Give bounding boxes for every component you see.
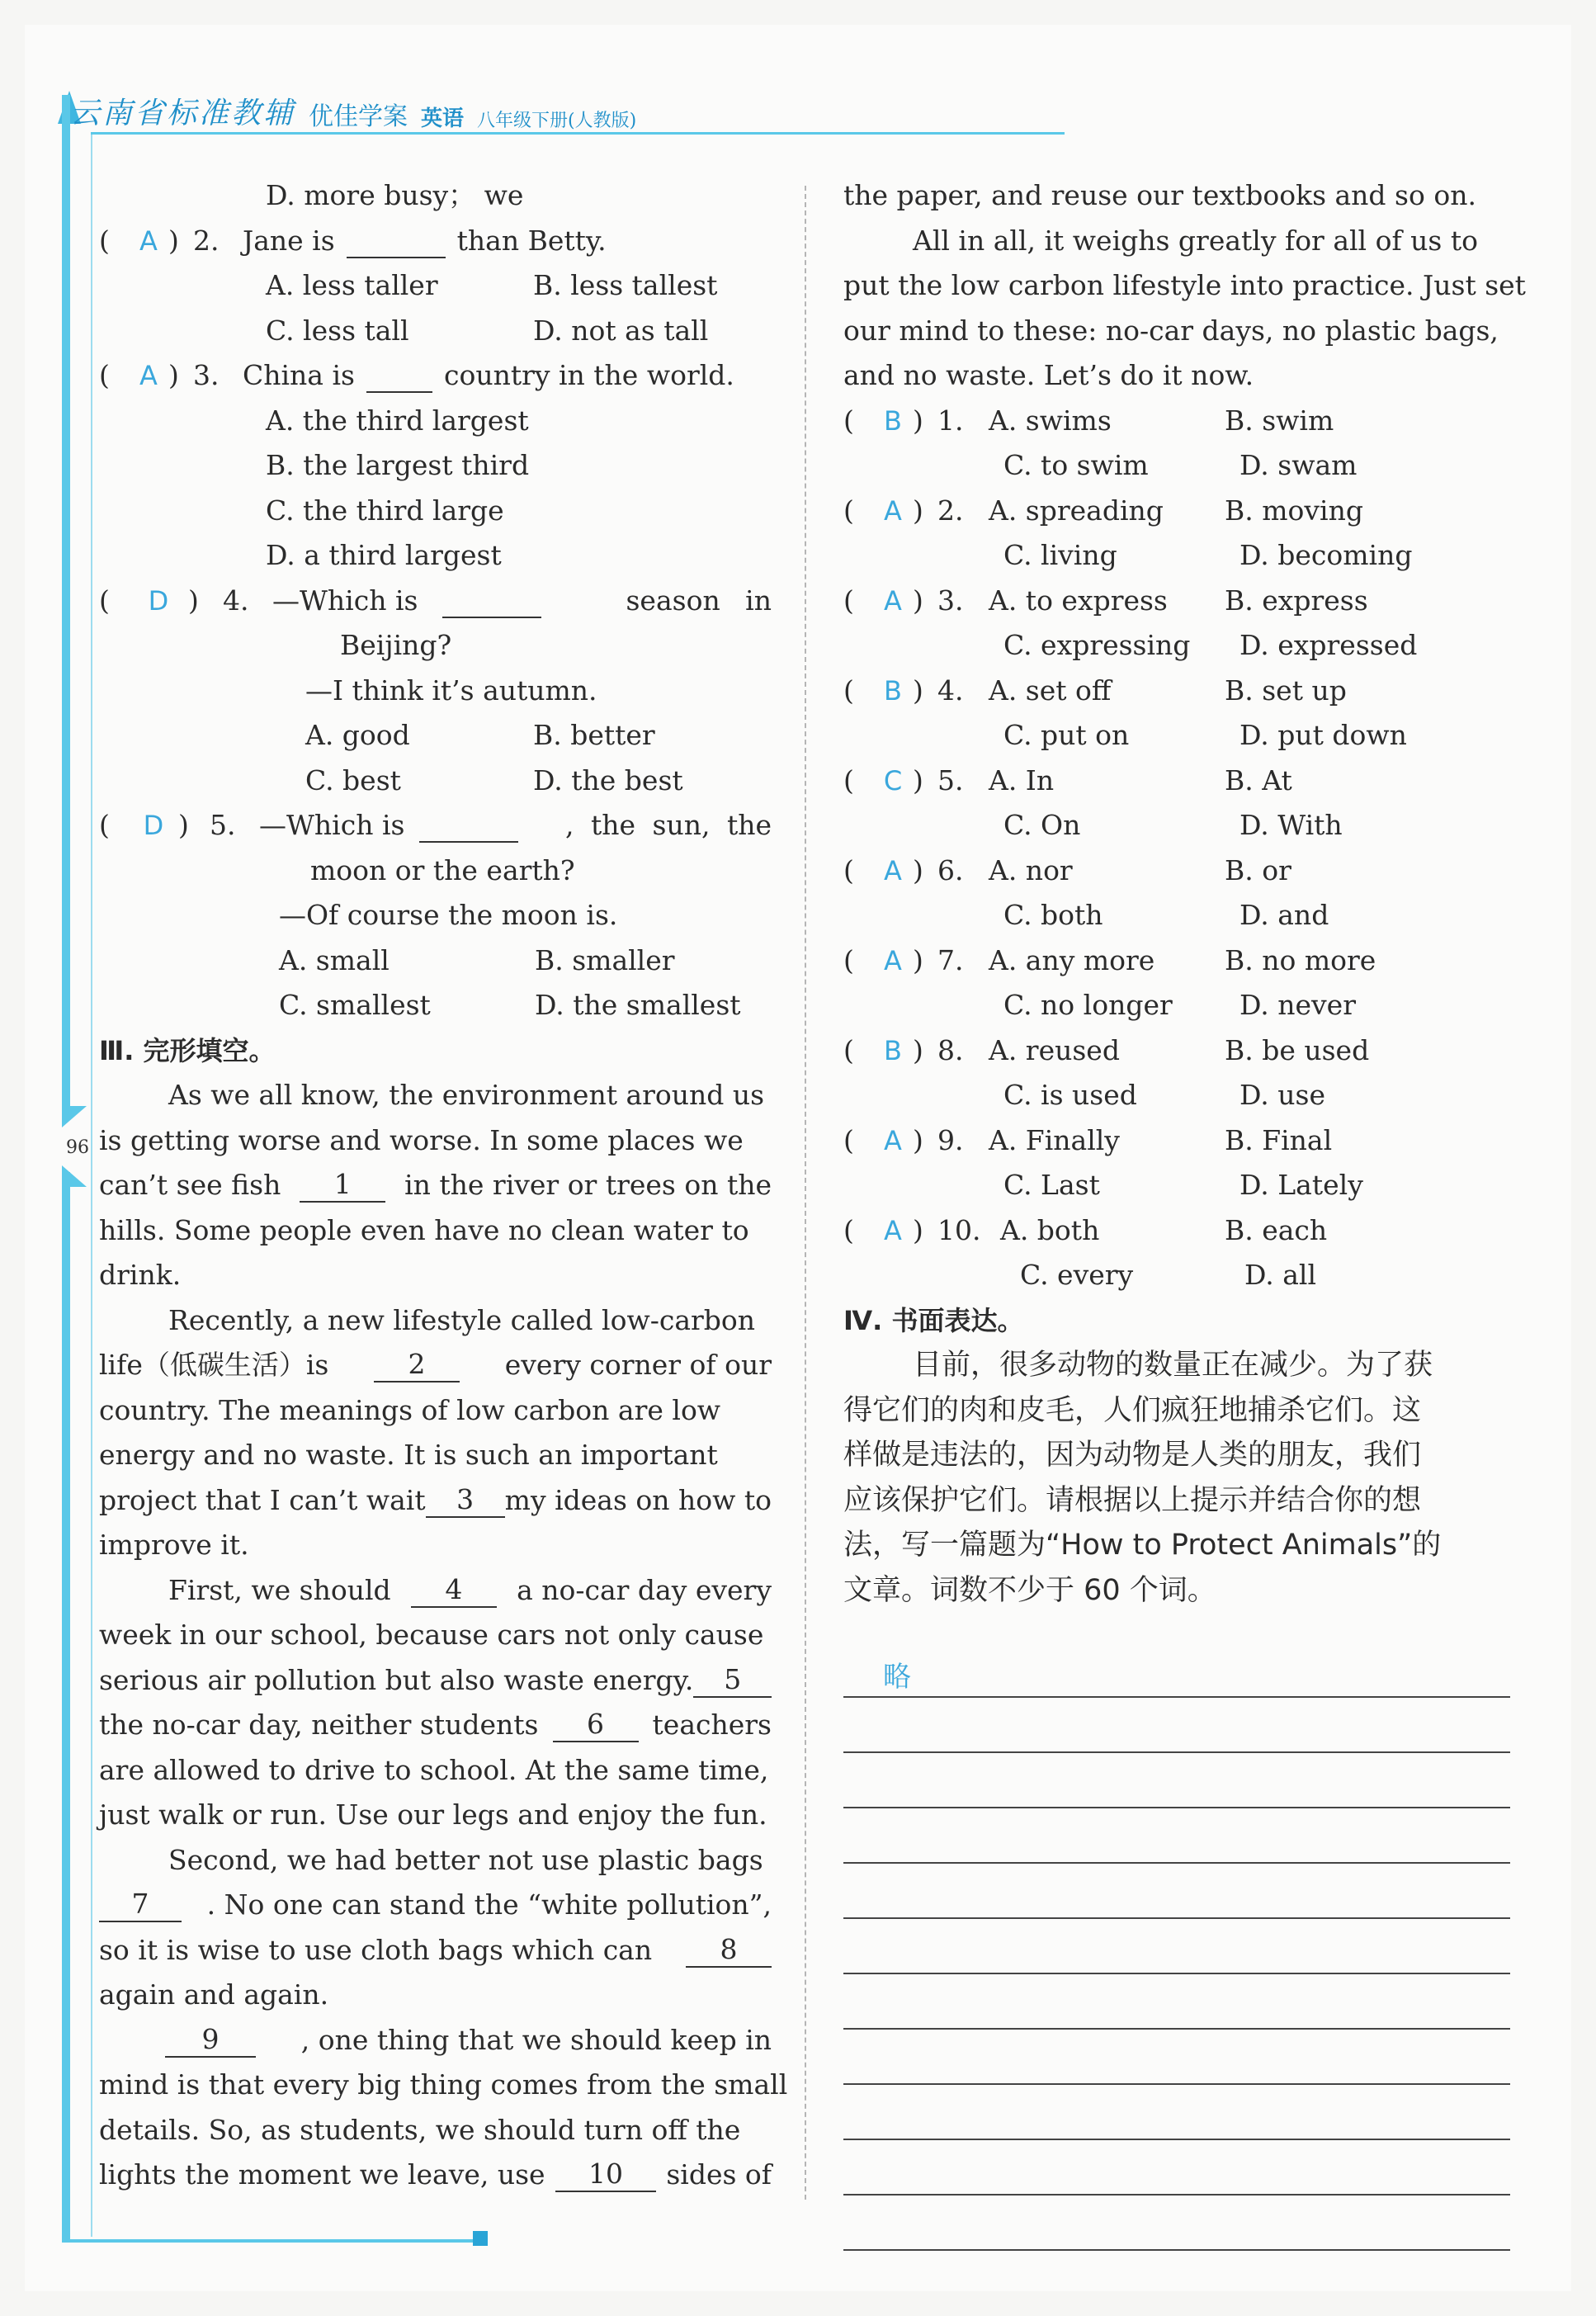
answer-mark: A [139, 360, 158, 391]
writing-line[interactable] [843, 1808, 1510, 1864]
text: teachers [652, 1709, 772, 1741]
paragraph-line [99, 1343, 772, 1388]
section-heading: Ⅲ. 完形填空。 [99, 1034, 276, 1066]
cloze-question: ( A ) 9. A. Finally B. Final [843, 1118, 1510, 1164]
question-number: 9. [937, 1123, 964, 1156]
options-row [99, 713, 772, 759]
writing-line[interactable] [843, 1642, 1510, 1698]
option: D. With [1239, 809, 1343, 841]
header-brand: 云南省标准教辅 [70, 97, 296, 130]
page-number: 96 [66, 1137, 89, 1158]
answer-mark: B [884, 404, 902, 437]
paragraph-line: country. The meanings of low carbon are low [99, 1393, 721, 1426]
paragraph-line: our mind to these: no-car days, no plastic bags, [843, 314, 1499, 347]
option: C. put on [1003, 719, 1130, 751]
cloze-blank: 5 [693, 1663, 772, 1698]
paragraph-line [99, 1703, 772, 1748]
option: B. set up [1225, 674, 1347, 707]
cloze-blank: 4 [411, 1573, 497, 1608]
question-number: 1. [937, 404, 964, 437]
text: life（低碳生活）is [99, 1349, 329, 1381]
option: B. smaller [535, 943, 675, 976]
footer-line [62, 2239, 476, 2243]
question-stem: —Which is [272, 584, 418, 617]
answer-mark: C [883, 764, 903, 796]
text: the no-car day, neither students [99, 1709, 539, 1741]
question-stem: than Betty. [456, 224, 607, 257]
dialogue-line: —I think it’s autumn. [305, 674, 597, 707]
question-number: 5. [210, 809, 236, 841]
option: B. less tallest [533, 269, 718, 301]
option: B. be used [1225, 1033, 1370, 1066]
paragraph-line: put the low carbon lifestyle into practice. Just set [843, 269, 1526, 301]
option: B. At [1225, 763, 1292, 796]
text: a no-car day every [517, 1573, 772, 1606]
cloze-options-row [843, 713, 1510, 759]
cloze-question: ( B ) 8. A. reused B. be used [843, 1028, 1510, 1074]
option: C. smallest [279, 989, 431, 1021]
paragraph-line: is getting worse and worse. In some places we [99, 1123, 744, 1156]
writing-line[interactable] [843, 1974, 1510, 2030]
question-number: 2. [193, 224, 220, 257]
answer-mark: B [884, 1034, 902, 1066]
cloze-blank: 3 [426, 1483, 505, 1518]
paragraph-line [99, 1658, 772, 1704]
header-rule [91, 132, 1065, 135]
option: C. to swim [1003, 449, 1149, 481]
paragraph-line: As we all know, the environment around us [168, 1079, 765, 1111]
answer-mark: A [884, 944, 902, 976]
writing-lines [843, 1642, 1510, 2251]
option: B. moving [1225, 494, 1363, 527]
option: B. each [1225, 1213, 1328, 1246]
paragraph-line [99, 2018, 772, 2063]
option: B. or [1225, 853, 1291, 886]
answer-blank [419, 808, 518, 843]
cloze-options-row [843, 893, 1510, 938]
cloze-question: ( B ) 4. A. set off B. set up [843, 669, 1510, 714]
text: my ideas on how to [504, 1483, 772, 1516]
paragraph-line: drink. [99, 1259, 182, 1291]
option: C. is used [1003, 1079, 1137, 1111]
question-4: ( D ) 4. —Which is season in [99, 579, 772, 624]
left-margin-line [91, 132, 92, 2237]
question-number: 3. [193, 359, 220, 391]
cloze-question: ( A ) 2. A. spreading B. moving [843, 489, 1510, 534]
option: A. nor [989, 853, 1073, 886]
option: D. not as tall [533, 314, 709, 347]
cloze-blank: 1 [300, 1168, 385, 1203]
option-line: D. more busy； we [266, 179, 524, 211]
question-2: ( A ) 2. Jane is than Betty. [99, 219, 772, 264]
option: B. Final [1225, 1123, 1333, 1156]
option: D. Lately [1239, 1169, 1363, 1201]
text: First, we should [168, 1573, 391, 1606]
answer-blank [347, 224, 446, 258]
dialogue-line: —Of course the moon is. [279, 899, 618, 931]
header-grade: 八年级下册(人教版) [477, 111, 637, 131]
writing-line[interactable] [843, 1864, 1510, 1919]
paragraph-line [99, 1883, 772, 1928]
question-5: ( D ) 5. —Which is , the sun, the [99, 803, 772, 848]
paragraph-line: week in our school, because cars not only cause [99, 1619, 764, 1651]
cloze-blank: 8 [686, 1933, 772, 1968]
paragraph-line [99, 1928, 772, 1973]
text: , one thing that we should keep in [300, 2023, 772, 2056]
option: A. Finally [989, 1123, 1120, 1156]
prompt-line: 法，写一篇题为“How to Protect Animals”的 [843, 1529, 1442, 1562]
option: D. the smallest [535, 989, 741, 1021]
option: A. both [1000, 1213, 1100, 1246]
text: sides of [666, 2158, 772, 2191]
question-number: 3. [937, 584, 964, 617]
paragraph-line: All in all, it weighs greatly for all of us to [913, 224, 1478, 257]
option: D. all [1244, 1259, 1317, 1291]
question-stem: country in the world. [443, 359, 734, 391]
question-number: 6. [937, 853, 964, 886]
question-3: ( A ) 3. China is country in the world. [99, 353, 772, 399]
paragraph-line: improve it. [99, 1529, 249, 1561]
option: C. living [1003, 539, 1117, 571]
writing-line[interactable] [843, 2195, 1510, 2251]
header-subject: 英语 [421, 106, 465, 131]
cloze-question: ( C ) 5. A. In B. At [843, 759, 1510, 804]
answer-mark: A [884, 1124, 902, 1156]
option: D. put down [1239, 719, 1407, 751]
prompt-line: 文章。词数不少于 60 个词。 [843, 1573, 1216, 1607]
option: A. swims [989, 404, 1112, 437]
cloze-options-row [843, 803, 1510, 848]
options-row [99, 759, 772, 804]
answer-omitted: 略 [883, 1661, 911, 1694]
header-series: 优佳学案 [309, 102, 408, 131]
options-row [99, 309, 772, 354]
question-number: 2. [937, 494, 964, 527]
question-stem: , the sun, the [565, 809, 772, 841]
text: every corner of our [504, 1349, 772, 1381]
option: A. In [989, 763, 1055, 796]
cloze-question: ( B ) 1. A. swims B. swim [843, 399, 1510, 444]
paragraph-line [99, 1568, 772, 1614]
cloze-options-row [843, 623, 1510, 669]
option: D. swam [1239, 449, 1358, 481]
text: project that I can’t wait [99, 1483, 426, 1516]
cloze-options-row [843, 1073, 1510, 1118]
section-heading: Ⅳ. 书面表达。 [843, 1304, 1024, 1336]
paragraph-line: Second, we had better not use plastic bags [168, 1843, 763, 1876]
option: A. good [305, 719, 410, 751]
paragraph-line: mind is that every big thing comes from the small [99, 2068, 788, 2101]
option: C. every [1020, 1259, 1134, 1291]
running-header [70, 91, 636, 132]
option: C. less tall [266, 314, 409, 347]
answer-blank [366, 358, 432, 393]
paragraph-line: energy and no waste. It is such an important [99, 1439, 718, 1471]
question-number: 10. [937, 1213, 981, 1246]
cloze-question: ( A ) 6. A. nor B. or [843, 848, 1510, 894]
footer-square [473, 2231, 488, 2246]
option: B. better [533, 719, 655, 751]
left-margin-bar-top [62, 95, 70, 1114]
prompt-line: 样做是违法的，因为动物是人类的朋友，我们 [843, 1439, 1422, 1472]
option: A. to express [989, 584, 1168, 617]
writing-line[interactable] [843, 1698, 1510, 1753]
option: B. the largest third [266, 449, 530, 481]
option: C. no longer [1003, 989, 1173, 1021]
option: D. use [1239, 1079, 1325, 1111]
option: A. reused [989, 1033, 1120, 1066]
paragraph-line [99, 2153, 772, 2198]
question-line: moon or the earth? [310, 853, 575, 886]
column-divider [805, 186, 806, 2200]
cloze-options-row [843, 983, 1510, 1028]
writing-line[interactable] [843, 1919, 1510, 1974]
cloze-answer-list [843, 399, 1510, 1298]
answer-mark: D [143, 810, 164, 841]
option: D. expressed [1239, 629, 1418, 661]
cloze-question: ( A ) 7. A. any more B. no more [843, 938, 1510, 984]
paragraph-line: and no waste. Let’s do it now. [843, 359, 1254, 391]
answer-mark: B [884, 674, 902, 707]
option: D. never [1239, 989, 1356, 1021]
option: B. swim [1225, 404, 1334, 437]
cloze-blank: 6 [553, 1708, 639, 1742]
options-row [99, 263, 772, 309]
paragraph-line: again and again. [99, 1978, 329, 2011]
option: C. both [1003, 899, 1103, 931]
paragraph-line [99, 1478, 772, 1524]
cloze-options-row [843, 1163, 1510, 1208]
text: . No one can stand the “white pollution”, [206, 1888, 772, 1921]
question-number: 4. [223, 584, 249, 617]
option: C. the third large [266, 494, 504, 527]
cloze-question: ( A ) 3. A. to express B. express [843, 579, 1510, 624]
question-number: 4. [937, 674, 964, 707]
paragraph-line: are allowed to drive to school. At the same time, [99, 1753, 769, 1786]
option: C. On [1003, 809, 1081, 841]
text: serious air pollution but also waste energy. [99, 1663, 694, 1696]
writing-line[interactable] [843, 2030, 1510, 2085]
answer-mark: A [884, 1214, 902, 1246]
text: in the river or trees on the [404, 1169, 772, 1201]
left-column [99, 173, 788, 2198]
paragraph-line: hills. Some people even have no clean water to [99, 1213, 749, 1246]
option: A. the third largest [266, 404, 529, 437]
option: A. any more [989, 943, 1155, 976]
cloze-question: ( A ) 10. A. both B. each [843, 1208, 1510, 1254]
option: D. and [1239, 899, 1329, 931]
answer-blank [442, 584, 541, 618]
option: B. express [1225, 584, 1368, 617]
cloze-blank: 9 [165, 2023, 256, 2058]
question-number: 8. [937, 1033, 964, 1066]
left-margin-bar-bottom [62, 1172, 70, 2241]
question-stem: Jane is [243, 224, 335, 257]
paragraph-line: Recently, a new lifestyle called low-carbon [168, 1303, 756, 1336]
paragraph-line [99, 1163, 772, 1208]
cloze-blank: 2 [374, 1348, 460, 1383]
question-stem: China is [243, 359, 355, 391]
answer-mark: D [148, 584, 169, 617]
prompt-line: 目前，很多动物的数量正在减少。为了获 [913, 1349, 1433, 1382]
cloze-blank: 7 [99, 1888, 182, 1922]
option: D. a third largest [266, 539, 502, 571]
option: D. the best [533, 763, 683, 796]
question-stem: season in [626, 584, 772, 617]
option: B. no more [1225, 943, 1376, 976]
question-stem: —Which is [259, 809, 405, 841]
option: A. spreading [989, 494, 1164, 527]
option: C. best [305, 763, 401, 796]
answer-mark: A [139, 225, 158, 257]
right-column [843, 173, 1526, 1613]
option: A. small [279, 943, 390, 976]
option: D. becoming [1239, 539, 1413, 571]
option: C. Last [1003, 1169, 1100, 1201]
cloze-options-row [843, 533, 1510, 579]
paragraph-line: the paper, and reuse our textbooks and so on. [843, 179, 1476, 211]
prompt-line: 得它们的肉和皮毛，人们疯狂地捕杀它们。这 [843, 1393, 1422, 1427]
cloze-options-row [843, 443, 1510, 489]
paragraph-line: just walk or run. Use our legs and enjoy the fun. [99, 1798, 767, 1831]
paragraph-line: details. So, as students, we should turn off the [99, 2113, 741, 2146]
answer-mark: A [884, 494, 902, 527]
option: A. set off [989, 674, 1112, 707]
cloze-blank: 10 [555, 2158, 656, 2192]
options-row [99, 938, 772, 984]
answer-mark: A [884, 584, 902, 617]
cloze-options-row [843, 1253, 1510, 1298]
text: so it is wise to use cloth bags which can [99, 1933, 653, 1966]
writing-line[interactable] [843, 1753, 1510, 1808]
text: can’t see fish [99, 1169, 281, 1201]
options-row [99, 983, 772, 1028]
text: lights the moment we leave, use [99, 2158, 545, 2191]
question-number: 5. [937, 763, 964, 796]
writing-line[interactable] [843, 2085, 1510, 2140]
prompt-line: 应该保护它们。请根据以上提示并结合你的想 [843, 1483, 1422, 1517]
answer-mark: A [884, 854, 902, 886]
option: A. less taller [266, 269, 438, 301]
writing-line[interactable] [843, 2140, 1510, 2195]
option: C. expressing [1003, 629, 1191, 661]
question-number: 7. [937, 943, 964, 976]
question-line: Beijing? [340, 629, 452, 661]
